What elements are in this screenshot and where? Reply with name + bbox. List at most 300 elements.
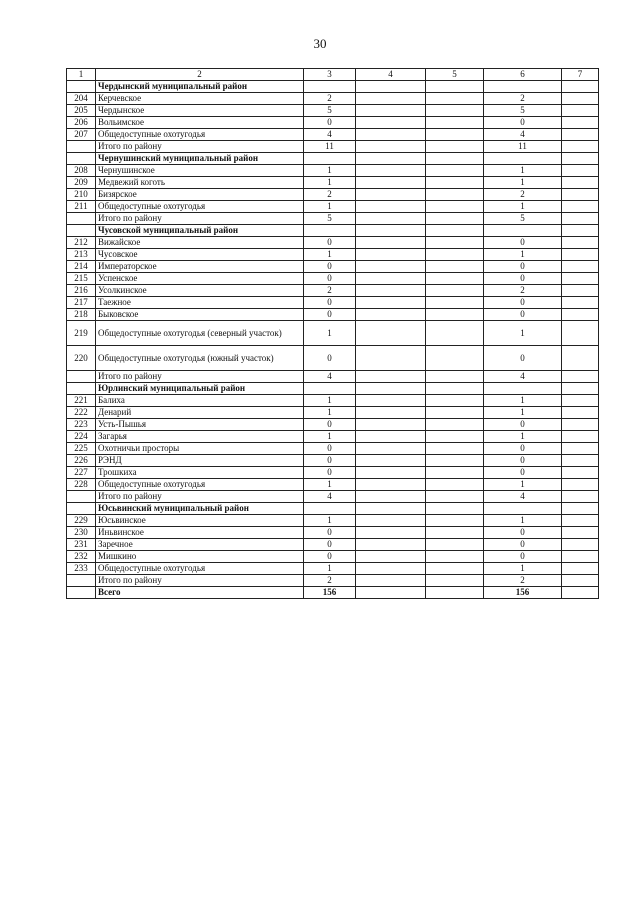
row-number: 225	[67, 443, 96, 455]
cell-col-7	[562, 346, 599, 371]
row-number: 215	[67, 273, 96, 285]
value-col-6: 0	[484, 297, 562, 309]
cell-col-5	[426, 249, 484, 261]
cell-col-7	[562, 575, 599, 587]
row-number: 218	[67, 309, 96, 321]
value-col-6: 2	[484, 189, 562, 201]
value-col-6: 0	[484, 237, 562, 249]
hunting-ground-name: Быковское	[96, 309, 304, 321]
cell-col-5	[426, 165, 484, 177]
hunting-ground-name: Юсьвинское	[96, 515, 304, 527]
table-row	[67, 105, 599, 117]
value-col-3: 0	[304, 455, 356, 467]
row-number: 208	[67, 165, 96, 177]
row-number: 223	[67, 419, 96, 431]
cell-col-3	[304, 503, 356, 515]
value-col-3: 0	[304, 297, 356, 309]
cell-col-7	[562, 371, 599, 383]
value-col-6: 1	[484, 563, 562, 575]
cell-col-5	[426, 105, 484, 117]
row-number: 220	[67, 346, 96, 371]
section-title: Чусовской муниципальный район	[96, 225, 304, 237]
value-col-3: 1	[304, 165, 356, 177]
table-row	[67, 273, 599, 285]
cell-col-4	[356, 165, 426, 177]
value-col-3: 0	[304, 467, 356, 479]
hunting-ground-name: Итого по району	[96, 371, 304, 383]
cell-col-5	[426, 503, 484, 515]
cell-col-4	[356, 93, 426, 105]
cell-col-5	[426, 527, 484, 539]
cell-col-4	[356, 467, 426, 479]
cell-col-4	[356, 431, 426, 443]
row-number: 207	[67, 129, 96, 141]
district-total-row	[67, 141, 599, 153]
cell-col-7	[562, 81, 599, 93]
row-number: 217	[67, 297, 96, 309]
cell-col-4	[356, 81, 426, 93]
cell-col-7	[562, 93, 599, 105]
table-row	[67, 419, 599, 431]
value-col-6: 0	[484, 551, 562, 563]
table-row	[67, 261, 599, 273]
value-col-3: 4	[304, 491, 356, 503]
cell-col-5	[426, 346, 484, 371]
column-header-7: 7	[562, 69, 599, 81]
row-number: 216	[67, 285, 96, 297]
value-col-6: 1	[484, 407, 562, 419]
table-row	[67, 346, 599, 371]
cell-col-4	[356, 551, 426, 563]
value-col-6: 1	[484, 395, 562, 407]
value-col-3: 0	[304, 527, 356, 539]
cell-col-7	[562, 189, 599, 201]
table-row	[67, 467, 599, 479]
row-number: 205	[67, 105, 96, 117]
value-col-3: 2	[304, 285, 356, 297]
cell-col-4	[356, 129, 426, 141]
cell-col-7	[562, 237, 599, 249]
cell-col-4	[356, 297, 426, 309]
value-col-6: 4	[484, 491, 562, 503]
table-row	[67, 395, 599, 407]
value-col-3: 0	[304, 309, 356, 321]
cell-col-4	[356, 117, 426, 129]
hunting-ground-name: Усолкинское	[96, 285, 304, 297]
hunting-ground-name: Усть-Пышья	[96, 419, 304, 431]
row-number: 230	[67, 527, 96, 539]
cell-col-5	[426, 189, 484, 201]
table-row	[67, 551, 599, 563]
value-col-3: 0	[304, 443, 356, 455]
section-title: Чернушинский муниципальный район	[96, 153, 304, 165]
cell-col-7	[562, 105, 599, 117]
cell-col-5	[426, 443, 484, 455]
cell-col-7	[562, 285, 599, 297]
cell-col-5	[426, 153, 484, 165]
row-number: 227	[67, 467, 96, 479]
value-col-3: 1	[304, 177, 356, 189]
cell-col-7	[562, 273, 599, 285]
hunting-ground-name: Чердынское	[96, 105, 304, 117]
cell-col-4	[356, 515, 426, 527]
value-col-6: 2	[484, 285, 562, 297]
value-col-3: 11	[304, 141, 356, 153]
cell-col-7	[562, 527, 599, 539]
value-col-6: 0	[484, 273, 562, 285]
value-col-3: 2	[304, 575, 356, 587]
cell-col-5	[426, 273, 484, 285]
cell-col-6	[484, 383, 562, 395]
cell-col-5	[426, 419, 484, 431]
cell-col-7	[562, 539, 599, 551]
value-col-3: 0	[304, 551, 356, 563]
cell-col-5	[426, 371, 484, 383]
value-col-6: 11	[484, 141, 562, 153]
table-row	[67, 93, 599, 105]
cell-col-5	[426, 551, 484, 563]
row-number: 224	[67, 431, 96, 443]
cell-col-4	[356, 575, 426, 587]
cell-col-7	[562, 213, 599, 225]
hunting-ground-name: Итого по району	[96, 141, 304, 153]
hunting-ground-name: Императорское	[96, 261, 304, 273]
table-row	[67, 189, 599, 201]
row-number-cell	[67, 225, 96, 237]
cell-col-7	[562, 443, 599, 455]
cell-col-7	[562, 153, 599, 165]
cell-col-6	[484, 225, 562, 237]
table-row	[67, 527, 599, 539]
value-col-3: 1	[304, 563, 356, 575]
value-col-6: 0	[484, 117, 562, 129]
cell-col-7	[562, 395, 599, 407]
value-col-3: 1	[304, 479, 356, 491]
district-total-row	[67, 575, 599, 587]
row-number-cell	[67, 81, 96, 93]
table-row	[67, 479, 599, 491]
cell-col-5	[426, 407, 484, 419]
value-col-6: 1	[484, 165, 562, 177]
cell-col-3	[304, 153, 356, 165]
cell-col-7	[562, 117, 599, 129]
cell-col-5	[426, 321, 484, 346]
cell-col-7	[562, 129, 599, 141]
district-total-row	[67, 491, 599, 503]
cell-col-5	[426, 575, 484, 587]
hunting-ground-name: Таежное	[96, 297, 304, 309]
section-title: Юсьвинский муниципальный район	[96, 503, 304, 515]
hunting-ground-name: Итого по району	[96, 575, 304, 587]
hunting-ground-name: Общедоступные охотугодья	[96, 479, 304, 491]
section-row	[67, 225, 599, 237]
value-col-6: 0	[484, 467, 562, 479]
cell-col-4	[356, 177, 426, 189]
cell-col-4	[356, 309, 426, 321]
row-number: 226	[67, 455, 96, 467]
cell-col-5	[426, 491, 484, 503]
row-number: 233	[67, 563, 96, 575]
cell-col-4	[356, 491, 426, 503]
hunting-ground-name: РЭНД	[96, 455, 304, 467]
value-col-3: 0	[304, 539, 356, 551]
cell-col-5	[426, 563, 484, 575]
row-number: 222	[67, 407, 96, 419]
row-number	[67, 491, 96, 503]
value-col-6: 4	[484, 371, 562, 383]
value-col-3: 0	[304, 346, 356, 371]
cell-col-4	[356, 587, 426, 599]
grand-total-col-6: 156	[484, 587, 562, 599]
section-row	[67, 153, 599, 165]
row-number: 211	[67, 201, 96, 213]
value-col-6: 4	[484, 129, 562, 141]
row-number: 209	[67, 177, 96, 189]
value-col-6: 1	[484, 321, 562, 346]
table-row	[67, 309, 599, 321]
value-col-3: 1	[304, 201, 356, 213]
row-number: 214	[67, 261, 96, 273]
table-row	[67, 321, 599, 346]
cell-col-5	[426, 213, 484, 225]
hunting-ground-name: Трошкиха	[96, 467, 304, 479]
cell-col-4	[356, 346, 426, 371]
cell-col-5	[426, 129, 484, 141]
cell-col-4	[356, 383, 426, 395]
cell-col-5	[426, 395, 484, 407]
cell-col-7	[562, 309, 599, 321]
table-row	[67, 165, 599, 177]
hunting-ground-name: Чернушинское	[96, 165, 304, 177]
section-title: Юрлинский муниципальный район	[96, 383, 304, 395]
table-row	[67, 443, 599, 455]
row-number: 212	[67, 237, 96, 249]
row-number: 231	[67, 539, 96, 551]
district-total-row	[67, 371, 599, 383]
cell-col-7	[562, 261, 599, 273]
table-row	[67, 407, 599, 419]
row-number: 221	[67, 395, 96, 407]
cell-col-7	[562, 321, 599, 346]
cell-col-4	[356, 141, 426, 153]
cell-col-5	[426, 81, 484, 93]
hunting-ground-name: Успенское	[96, 273, 304, 285]
cell-col-4	[356, 443, 426, 455]
value-col-6: 0	[484, 527, 562, 539]
cell-col-7	[562, 491, 599, 503]
cell-col-7	[562, 141, 599, 153]
row-number: 219	[67, 321, 96, 346]
value-col-3: 0	[304, 237, 356, 249]
cell-col-4	[356, 419, 426, 431]
value-col-3: 0	[304, 261, 356, 273]
table-row	[67, 237, 599, 249]
table-row	[67, 129, 599, 141]
value-col-6: 1	[484, 201, 562, 213]
row-number: 232	[67, 551, 96, 563]
grand-total-label: Всего	[96, 587, 304, 599]
cell-col-5	[426, 201, 484, 213]
hunting-ground-name: Общедоступные охотугодья (южный участок)	[96, 346, 304, 371]
value-col-6: 0	[484, 455, 562, 467]
value-col-6: 0	[484, 419, 562, 431]
table-row	[67, 297, 599, 309]
cell-col-7	[562, 407, 599, 419]
value-col-6: 1	[484, 177, 562, 189]
table-row	[67, 431, 599, 443]
cell-col-4	[356, 455, 426, 467]
table-row	[67, 249, 599, 261]
cell-col-5	[426, 587, 484, 599]
row-number: 210	[67, 189, 96, 201]
table-row	[67, 117, 599, 129]
row-number	[67, 213, 96, 225]
hunting-ground-name: Денарий	[96, 407, 304, 419]
row-number	[67, 141, 96, 153]
hunting-ground-name: Вижайское	[96, 237, 304, 249]
row-number	[67, 371, 96, 383]
row-number: 229	[67, 515, 96, 527]
district-total-row	[67, 213, 599, 225]
cell-col-7	[562, 225, 599, 237]
cell-col-7	[562, 563, 599, 575]
cell-col-6	[484, 81, 562, 93]
section-row	[67, 81, 599, 93]
cell-col-6	[484, 153, 562, 165]
cell-col-4	[356, 261, 426, 273]
cell-col-4	[356, 395, 426, 407]
hunting-ground-name: Иньвинское	[96, 527, 304, 539]
cell-col-5	[426, 431, 484, 443]
cell-col-4	[356, 153, 426, 165]
value-col-3: 1	[304, 431, 356, 443]
cell-col-4	[356, 563, 426, 575]
cell-col-5	[426, 285, 484, 297]
value-col-6: 2	[484, 93, 562, 105]
table-row	[67, 201, 599, 213]
row-number: 204	[67, 93, 96, 105]
cell-col-7	[562, 467, 599, 479]
cell-col-5	[426, 539, 484, 551]
column-header-3: 3	[304, 69, 356, 81]
row-number: 228	[67, 479, 96, 491]
column-header-4: 4	[356, 69, 426, 81]
hunting-ground-name: Бизярское	[96, 189, 304, 201]
cell-col-7	[562, 503, 599, 515]
row-number: 213	[67, 249, 96, 261]
table-row	[67, 515, 599, 527]
value-col-3: 0	[304, 419, 356, 431]
column-header-5: 5	[426, 69, 484, 81]
cell-col-7	[562, 419, 599, 431]
cell-col-4	[356, 479, 426, 491]
value-col-3: 4	[304, 371, 356, 383]
value-col-3: 2	[304, 189, 356, 201]
cell-col-4	[356, 527, 426, 539]
value-col-3: 1	[304, 321, 356, 346]
section-row	[67, 383, 599, 395]
value-col-6: 1	[484, 479, 562, 491]
table-row	[67, 455, 599, 467]
value-col-6: 1	[484, 515, 562, 527]
cell-col-5	[426, 479, 484, 491]
cell-col-4	[356, 189, 426, 201]
cell-col-7	[562, 431, 599, 443]
section-title: Чердынский муниципальный район	[96, 81, 304, 93]
cell-col-4	[356, 539, 426, 551]
value-col-3: 1	[304, 407, 356, 419]
cell-col-5	[426, 383, 484, 395]
cell-col-5	[426, 467, 484, 479]
cell-col-7	[562, 455, 599, 467]
cell-col-5	[426, 309, 484, 321]
cell-col-4	[356, 225, 426, 237]
cell-col-7	[562, 479, 599, 491]
cell-col-7	[562, 177, 599, 189]
cell-col-7	[562, 165, 599, 177]
cell-col-5	[426, 515, 484, 527]
hunting-ground-name: Медвежий коготь	[96, 177, 304, 189]
cell-col-7	[562, 383, 599, 395]
section-row	[67, 503, 599, 515]
cell-col-4	[356, 105, 426, 117]
value-col-3: 1	[304, 515, 356, 527]
row-number: 206	[67, 117, 96, 129]
hunting-ground-name: Балиха	[96, 395, 304, 407]
cell-col-4	[356, 249, 426, 261]
cell-col-4	[356, 273, 426, 285]
table-row	[67, 563, 599, 575]
hunting-ground-name: Общедоступные охотугодья (северный участок)	[96, 321, 304, 346]
value-col-6: 5	[484, 213, 562, 225]
page-number: 30	[313, 36, 327, 51]
table-row	[67, 539, 599, 551]
cell-col-4	[356, 503, 426, 515]
cell-col-3	[304, 225, 356, 237]
value-col-6: 0	[484, 443, 562, 455]
column-header-1: 1	[67, 69, 96, 81]
value-col-6: 5	[484, 105, 562, 117]
cell-col-5	[426, 141, 484, 153]
cell-col-3	[304, 81, 356, 93]
column-header-2: 2	[96, 69, 304, 81]
hunting-ground-name: Общедоступные охотугодья	[96, 201, 304, 213]
cell-col-5	[426, 455, 484, 467]
value-col-6: 0	[484, 539, 562, 551]
cell-col-7	[562, 249, 599, 261]
cell-col-4	[356, 407, 426, 419]
cell-col-7	[562, 297, 599, 309]
row-number	[67, 575, 96, 587]
cell-col-5	[426, 297, 484, 309]
grand-total-row	[67, 587, 599, 599]
row-number-cell	[67, 503, 96, 515]
hunting-ground-name: Загарья	[96, 431, 304, 443]
hunting-ground-name: Керчевское	[96, 93, 304, 105]
cell-col-7	[562, 551, 599, 563]
value-col-6: 0	[484, 261, 562, 273]
cell-col-4	[356, 201, 426, 213]
hunting-ground-name: Общедоступные охотугодья	[96, 129, 304, 141]
hunting-ground-name: Общедоступные охотугодья	[96, 563, 304, 575]
value-col-6: 1	[484, 249, 562, 261]
cell-col-5	[426, 225, 484, 237]
cell-col-4	[356, 321, 426, 346]
hunting-ground-name: Вольимское	[96, 117, 304, 129]
hunting-ground-name: Чусовское	[96, 249, 304, 261]
value-col-3: 2	[304, 93, 356, 105]
value-col-6: 0	[484, 346, 562, 371]
